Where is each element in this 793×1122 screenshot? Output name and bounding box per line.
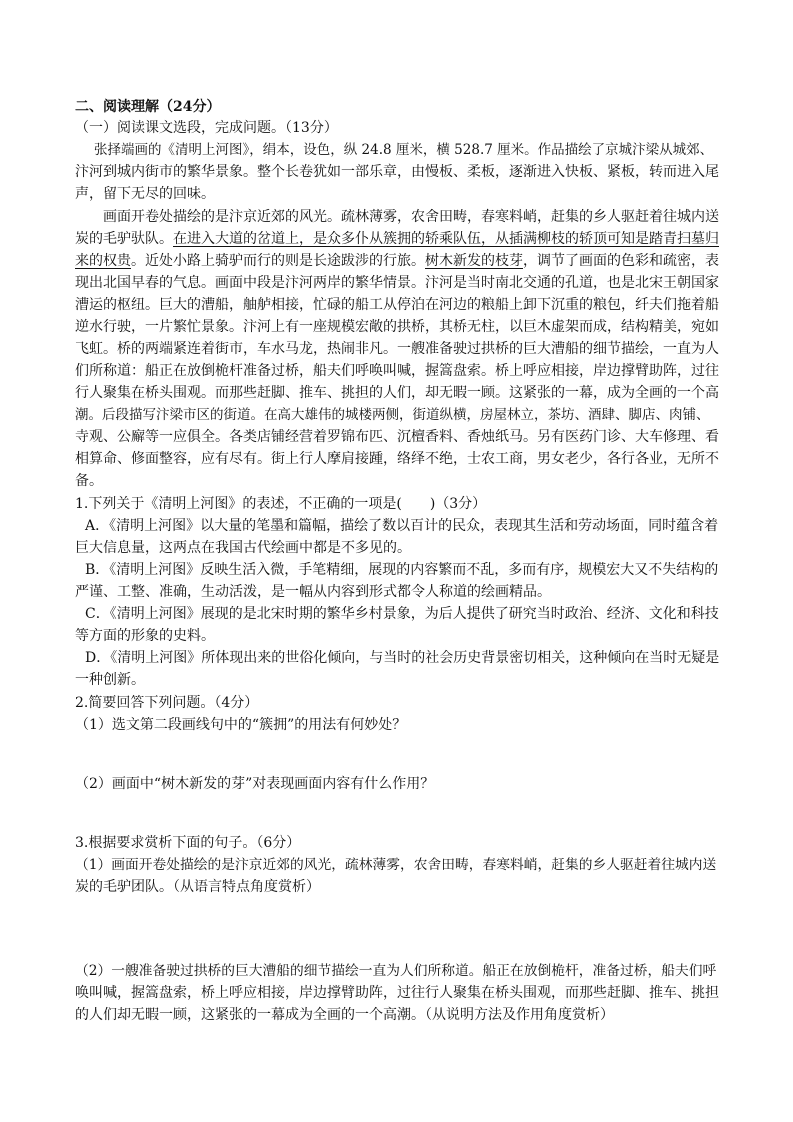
q1-option-a-cont: 巨大信息量，这两点在我国古代绘画中都是不多见的。 [75,540,411,556]
passage-p1-line2: 汴河到城内街市的繁华景象。整个长卷犹如一部乐章，由慢板、柔板，逐渐进入快板、紧板，转而进入尾 [75,164,719,180]
part-intro: （一）阅读课文选段，完成问题。（13分） [75,120,338,136]
q1-option-c: C．《清明上河图》展现的是北宋时期的繁华乡村景象，为后人提供了研究当时政治、经济、文化和科技 [85,606,719,622]
passage-p2-line8: 们所称道：船正在放倒桅杆准备过桥，船夫们呼唤叫喊，握篙盘索。桥上呼应相接，岸边撑臂助阵，过往 [75,363,719,379]
passage-p2-line1: 画面开卷处描绘的是汴京近郊的风光。疏林薄雾，农舍田畴，春寒料峭，赶集的乡人驱赶着往城内送 [103,209,719,225]
passage-p2-line5: 漕运的枢纽。巨大的漕船，舳舻相接，忙碌的船工从停泊在河边的粮船上卸下沉重的粮包，纤夫们拖着船 [75,297,719,313]
q1-option-b: B．《清明上河图》反映生活入微，手笔精细，展现的内容繁而不乱，多而有序，规模宏大又不失结构的 [85,562,719,578]
passage-p1-line1: 张择端画的《清明上河图》，绢本，设色，纵 24.8 厘米，横 528.7 厘米。作品描绘了京城汴梁从城郊、 [94,142,714,158]
passage-p2-line13: 备。 [75,473,103,489]
underlined-phrase: 树木新发的枝芽 [425,253,523,269]
section-heading: 二、阅读理解（24分） [75,99,221,115]
underlined-sentence: 在进入大道的岔道上，是众多仆从簇拥的轿乘队伍，从插满柳枝的轿顶可知是踏青扫墓归 [173,231,719,247]
q2-sub1: （1）选文第二段画线句中的“簇拥”的用法有何妙处？ [75,717,407,733]
passage-text: 炭的毛驴驮队。 [75,231,173,247]
passage-p2-line6: 逆水行驶，一片繁忙景象。汴河上有一座规模宏敞的拱桥，其桥无柱，以巨木虚架而成，结构精美，宛如 [75,319,719,335]
passage-p2-line2 [75,229,719,249]
q3-sub2: （2）一艘准备驶过拱桥的巨大漕船的细节描绘一直为人们所称道。船正在放倒桅杆，准备过桥，船夫们呼 [75,963,717,979]
underlined-sentence-end: 来的权贵 [75,253,131,269]
passage-p2-line4: 现出北国早春的气息。画面中段是汴河两岸的繁华情景。汴河是当时南北交通的孔道，也是北宋王朝国家 [75,275,719,291]
q3-sub2-cont1: 唤叫喊，握篙盘索，桥上呼应相接，岸边撑臂助阵，过往行人聚集在桥头围观，而那些赶脚、推车、挑担 [75,985,719,1001]
passage-text: ，调节了画面的色彩和疏密，表 [523,253,719,269]
passage-p2-line12: 相算命、修面整容，应有尽有。街上行人摩肩接踵，络绎不绝，士农工商，男女老少，各行各业，无所不 [75,451,719,467]
passage-p1-line3: 声，留下无尽的回味。 [75,186,215,202]
passage-text: 。近处小路上骑驴而行的则是长途跋涉的行旅。 [131,253,425,269]
passage-p2-line3 [75,251,719,271]
q1-option-d: D．《清明上河图》所体现出来的世俗化倾向，与当时的社会历史背景密切相关，这种倾向在当时无疑是 [85,650,720,666]
q2-sub2: （2）画面中“树木新发的芽”对表现画面内容有什么作用？ [75,776,435,792]
passage-p2-line10: 潮。后段描写汴梁市区的街道。在高大雄伟的城楼两侧，街道纵横，房屋林立，茶坊、酒肆、脚店、肉铺、 [75,407,710,423]
passage-p2-line11: 寺观、公廨等一应俱全。各类店铺经营着罗锦布匹、沉檀香料、香烛纸马。另有医药门诊、大车修理、看 [75,429,719,445]
q3-sub1-cont: 炭的毛驴团队。（从语言特点角度赏析） [75,879,320,895]
passage-p2-line7: 飞虹。桥的两端紧连着街市，车水马龙，热闹非凡。一艘准备驶过拱桥的巨大漕船的细节描绘，一直为人 [75,341,719,357]
q1-option-b-cont: 严谨、工整、准确，生动活泼，是一幅从内容到形式都令人称道的绘画精品。 [75,584,551,600]
q1-option-d-cont: 一种创新。 [75,672,145,688]
q3-sub1: （1）画面开卷处描绘的是汴京近郊的风光，疏林薄雾，农舍田畴，春寒料峭，赶集的乡人驱赶着往城内送 [75,857,717,873]
q1-option-c-cont: 等方面的形象的史料。 [75,628,215,644]
q1-stem: 1.下列关于《清明上河图》的表述，不正确的一项是( )（3分） [75,496,487,512]
q3-sub2-cont2: 的人们却无暇一顾，这紧张的一幕成为全画的一个高潮。（从说明方法及作用角度赏析） [75,1007,614,1023]
q1-option-a: A．《清明上河图》以大量的笔墨和篇幅，描绘了数以百计的民众，表现其生活和劳动场面，同时蕴含着 [85,518,719,534]
q3-stem: 3.根据要求赏析下面的句子。（6分） [75,835,301,851]
q2-stem: 2.简要回答下列问题。（4分） [75,695,259,711]
passage-p2-line9: 行人聚集在桥头围观。而那些赶脚、推车、挑担的人们，却无暇一顾。这紧张的一幕，成为全画的一个高 [75,385,719,401]
